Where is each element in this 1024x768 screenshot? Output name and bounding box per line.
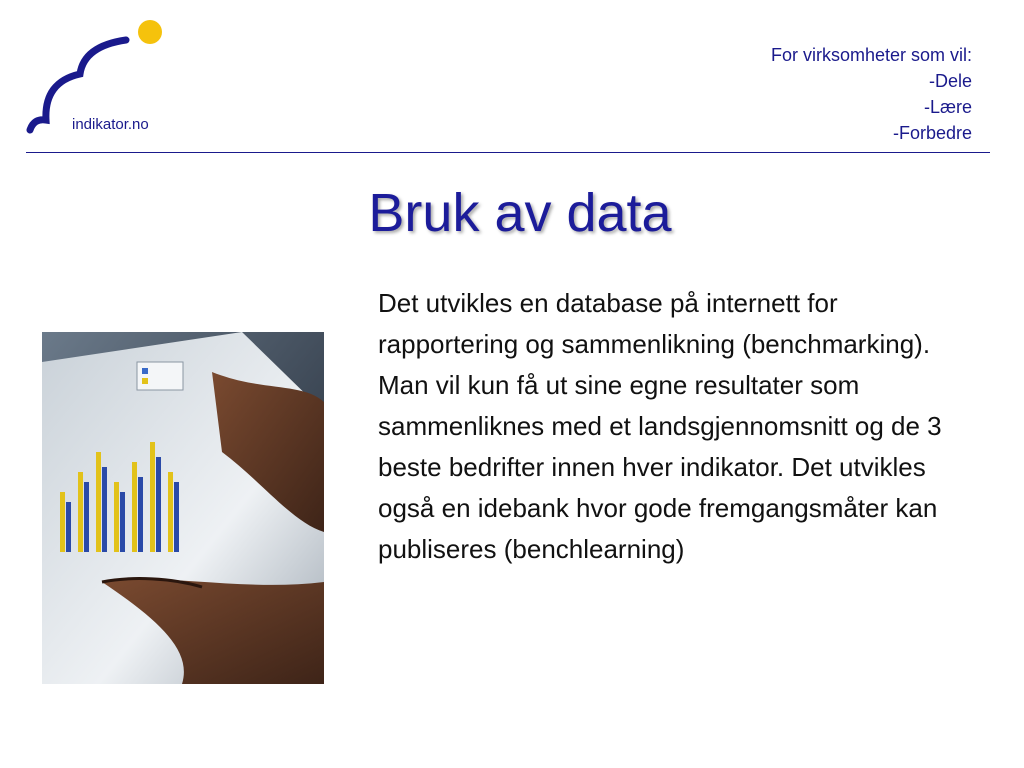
tagline-line: For virksomheter som vil: — [770, 45, 972, 65]
slide-body: Det utvikles en database på internett for rapportering og sammenlikning (benchmarking). Man vil kun få ut sine egne resultater som sammenliknes med et landsgjennomsnitt og de 3 beste bedrifter innen hver indikator. Det utvikles også en idebank hvor gode fremgangsmåter kan publiseres (benchlearning) — [378, 288, 942, 564]
header-divider — [26, 152, 990, 153]
slide-title: Bruk av data — [368, 183, 672, 243]
tagline-line: -Lære — [923, 97, 972, 117]
sun-icon — [138, 20, 162, 44]
tagline — [771, 42, 972, 146]
logo-text: indikator.no — [72, 116, 149, 133]
tagline-line: -Dele — [928, 71, 972, 91]
tagline-line: -Forbedre — [892, 123, 972, 143]
report-photo — [42, 332, 324, 684]
